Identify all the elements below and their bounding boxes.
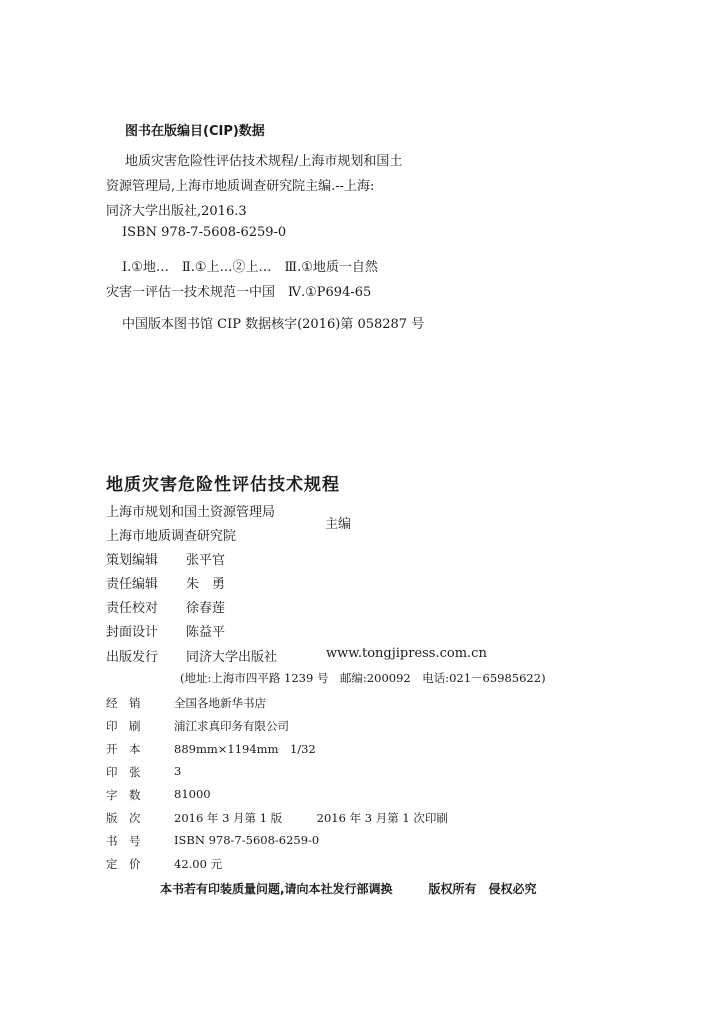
cip-line-2: 资源管理局,上海市地质调查研究院主编.--上海:: [106, 179, 375, 194]
credit-label: 责任编辑: [106, 577, 159, 592]
publisher-address: (地址:上海市四平路 1239 号 邮编:200092 电话:021－65985622): [180, 671, 546, 685]
spec-row: [106, 856, 606, 873]
credit-label: 策划编辑: [106, 553, 159, 568]
editor-2: 上海市地质调查研究院: [106, 529, 237, 544]
spec-label: 印 张: [106, 765, 141, 779]
spec-row: [106, 764, 606, 781]
spec-row: [106, 787, 606, 804]
spec-label: 经 销: [106, 696, 141, 710]
cip-line-3: 同济大学出版社,2016.3: [106, 204, 247, 219]
credit-value: 徐春莲: [186, 601, 226, 616]
credit-value: 同济大学出版社: [186, 650, 278, 665]
spec-label: 书 号: [106, 834, 141, 848]
spec-value: 42.00 元: [174, 857, 223, 871]
credit-row: [106, 597, 406, 615]
editor-1: 上海市规划和国土资源管理局: [106, 505, 276, 520]
credit-label: 责任校对: [106, 601, 159, 616]
cip-line-1: 地质灾害危险性评估技术规程/上海市规划和国土: [125, 154, 403, 169]
credit-label: 出版发行: [106, 650, 159, 665]
spec-row: [106, 741, 606, 758]
spec-row: [106, 718, 606, 735]
spec-label: 版 次: [106, 811, 141, 825]
spec-value: 3: [174, 764, 182, 778]
credit-row: [106, 621, 406, 639]
credit-value: 张平官: [186, 553, 226, 568]
editor-role: 主编: [325, 517, 352, 532]
spec-value: 2016 年 3 月第 1 版 2016 年 3 月第 1 次印刷: [174, 811, 448, 825]
credit-row: [106, 549, 406, 567]
spec-value: 81000: [174, 787, 211, 801]
spec-value: 889mm×1194mm 1/32: [174, 742, 316, 756]
spec-value: 浦江求真印务有限公司: [174, 719, 289, 733]
credit-value: 朱 勇: [186, 577, 226, 592]
credit-row: [106, 573, 406, 591]
spec-value: ISBN 978-7-5608-6259-0: [174, 833, 320, 847]
cip-number: 中国版本图书馆 CIP 数据核字(2016)第 058287 号: [122, 317, 425, 332]
spec-row: [106, 810, 606, 827]
spec-row: [106, 833, 606, 850]
cip-classification-1: Ⅰ.①地… Ⅱ.①上…②上… Ⅲ.①地质一自然: [122, 260, 378, 275]
credit-label: 封面设计: [106, 625, 159, 640]
copyright-notice: 本书若有印装质量问题,请向本社发行部调换 版权所有 侵权必究: [160, 882, 537, 896]
credit-value: 陈益平: [186, 625, 226, 640]
cip-isbn: ISBN 978-7-5608-6259-0: [122, 225, 287, 240]
spec-row: [106, 695, 606, 712]
spec-label: 字 数: [106, 788, 141, 802]
spec-value: 全国各地新华书店: [174, 696, 266, 710]
spec-label: 印 刷: [106, 719, 141, 733]
cip-heading: 图书在版编目(CIP)数据: [125, 124, 265, 139]
publisher-website: www.tongjipress.com.cn: [326, 646, 487, 661]
spec-label: 开 本: [106, 742, 141, 756]
book-title: 地质灾害危险性评估技术规程: [106, 475, 340, 495]
cip-classification-2: 灾害一评估一技术规范一中国 Ⅳ.①P694-65: [106, 285, 372, 300]
spec-label: 定 价: [106, 857, 141, 871]
